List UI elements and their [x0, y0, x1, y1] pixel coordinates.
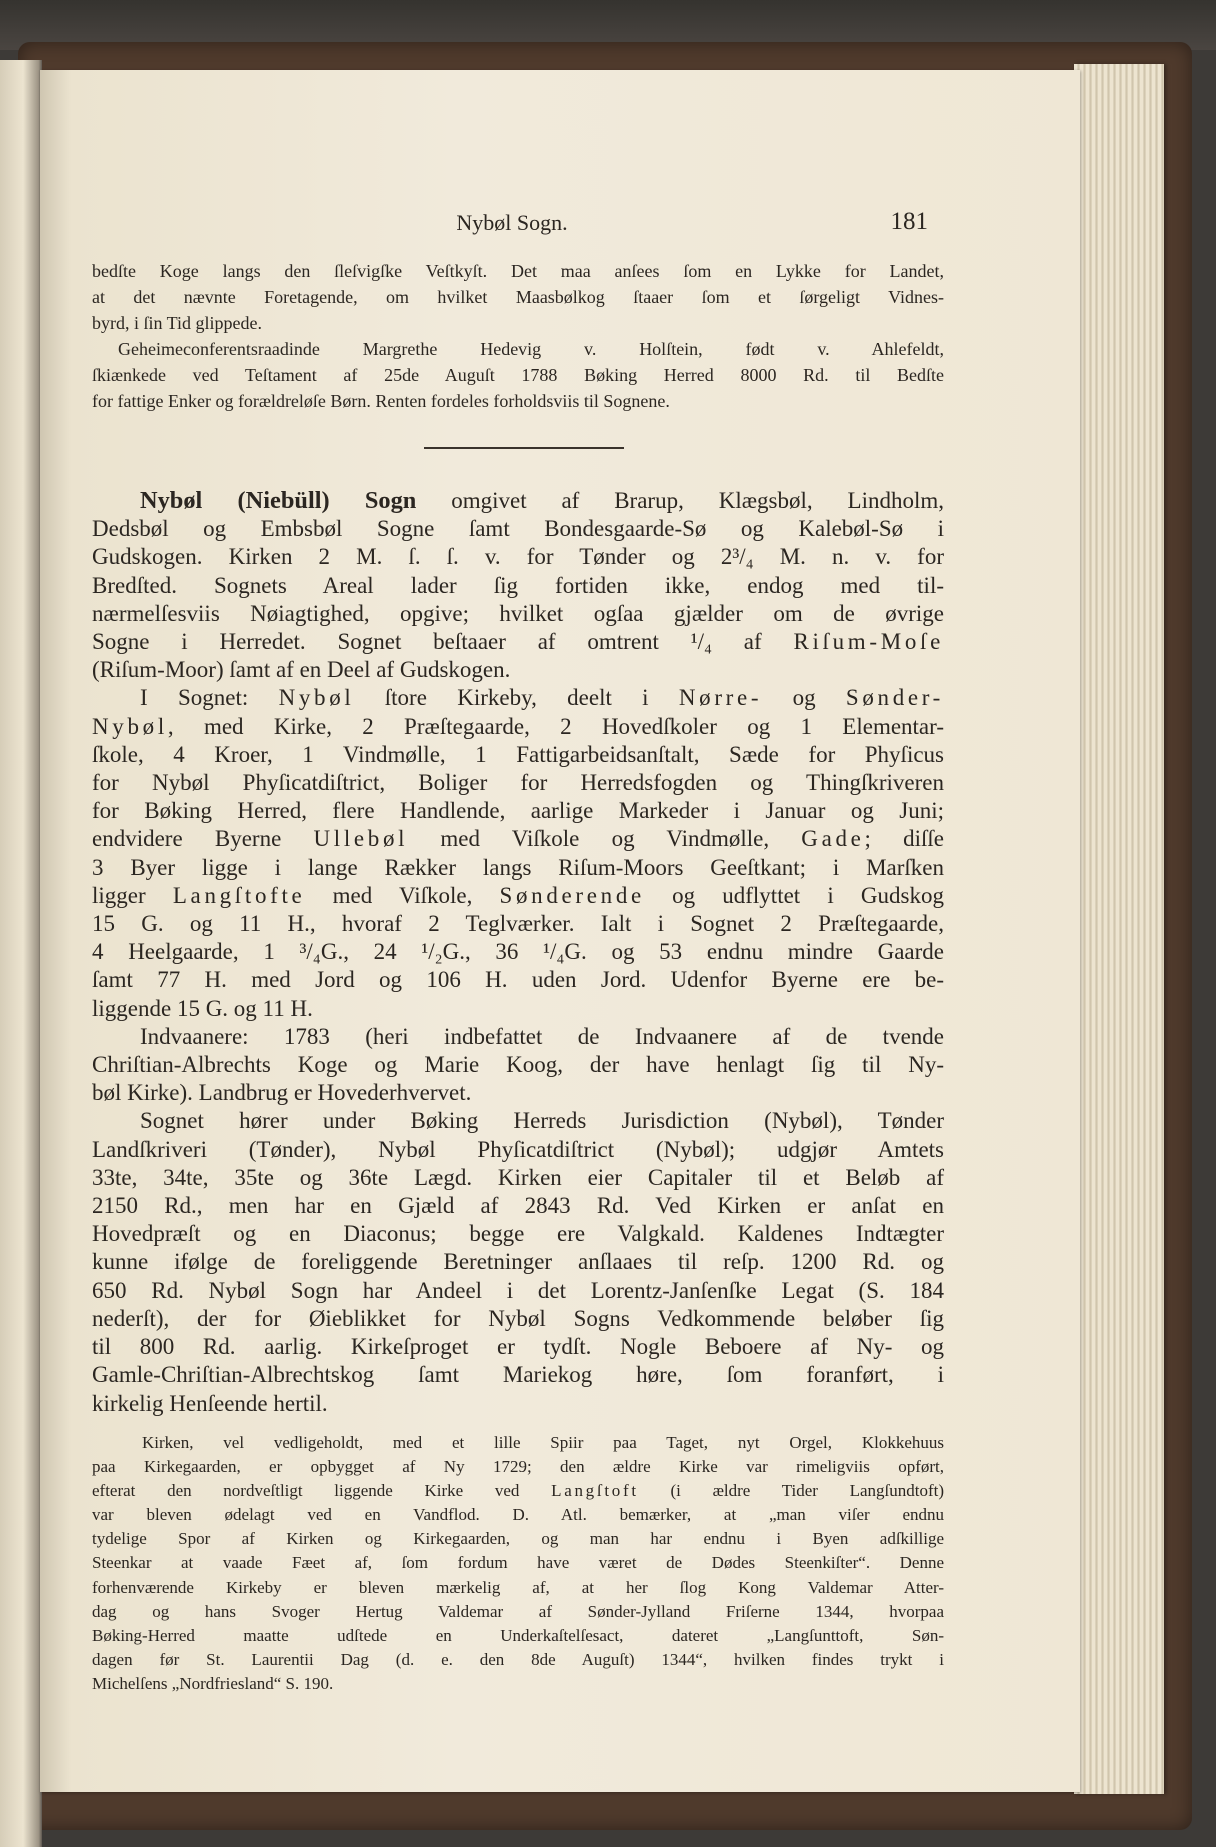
text-segment: bøl Kirke). Landbrug er Hovederhvervet. [92, 1080, 472, 1106]
text-line [92, 1431, 944, 1455]
text-segment: 4 Heelgaarde, 1 ³/₄G., 24 ¹/₂G., 36 ¹/₄G. og 53 endnu mindre Gaarde [92, 939, 944, 965]
page-number: 181 [890, 208, 928, 235]
main-text [92, 487, 944, 1418]
text-line [92, 284, 944, 310]
text-line [92, 1107, 944, 1135]
text-line [92, 769, 944, 797]
text-line [92, 1164, 944, 1192]
text-segment: Chriſtian-Albrechts Koge og Marie Koog, der have henlagt ſig til Ny- [92, 1052, 944, 1078]
text-segment: omgivet af Brarup, Klægsbøl, Lindholm, [416, 488, 944, 513]
text-segment: , med Kirke, 2 Præſtegaarde, 2 Hovedſkoler og 1 Elementar- [167, 713, 944, 739]
text-line [92, 1390, 944, 1418]
text-segment: Sogne i Herredet. Sognet beſtaaer af omtrent ¹/₄ af [92, 629, 794, 655]
text-line [92, 388, 944, 414]
spaced-text: Nybøl [92, 713, 168, 739]
text-line [92, 1277, 944, 1305]
text-line [92, 825, 944, 853]
text-segment: Steenkar at vaade Fæet af, ſom fordum have været de Dødes Steenkiſter“. Denne [92, 1553, 944, 1573]
text-segment: for Nybøl Phyſicatdiſtrict, Boliger for Herredsfogden og Thingſkriveren [92, 770, 944, 796]
text-segment: (i ældre Tider Langſundtoft) [638, 1481, 945, 1501]
text-segment: ; diſſe [864, 826, 944, 852]
footnote [92, 1431, 944, 1696]
text-segment: Gamle-Chriſtian-Albrechtskog ſamt Mariekog høre, ſom foranført, i [92, 1362, 944, 1388]
text-segment: Landſkriveri (Tønder), Nybøl Phyſicatdiſtrict (Nybøl); udgjør Amtets [92, 1136, 944, 1162]
text-line [92, 1023, 944, 1051]
text-line [92, 741, 944, 769]
text-line [92, 600, 944, 628]
text-line [92, 1333, 944, 1361]
text-segment: tydelige Spor af Kirken og Kirkegaarden, og man har endnu i Byen adſkillige [92, 1529, 944, 1549]
text-line [92, 1455, 944, 1479]
text-segment: Gudskogen. Kirken 2 M. ſ. ſ. v. for Tønder og 2³/₄ M. n. v. for [92, 544, 944, 570]
section-heading: Nybøl (Niebüll) Sogn [140, 487, 417, 514]
text-line [92, 1079, 944, 1107]
text-segment: ſkiænkede ved Teſtament af 25de Auguſt 1788 Bøking Herred 8000 Rd. til Bedſte [92, 365, 944, 385]
text-line [92, 684, 944, 712]
spaced-text: Ullebøl [313, 826, 409, 852]
text-segment: kunne ifølge de foreliggende Beretninger anſlaaes til reſp. 1200 Rd. og [92, 1249, 944, 1275]
text-segment: paa Kirkegaarden, er opbygget af Ny 1729; den ældre Kirke var rimeligviis opført, [92, 1457, 944, 1477]
text-line [92, 628, 944, 656]
text-line [92, 797, 944, 825]
text-segment: nederſt), der for Øieblikket for Nybøl Sogns Vedkommende beløber ſig [92, 1305, 944, 1331]
text-line [92, 572, 944, 600]
text-line [92, 1624, 944, 1648]
text-line [92, 1576, 944, 1600]
text-segment: Kirken, vel vedligeholdt, med et lille Spiir paa Taget, nyt Orgel, Klokkehuus [142, 1433, 944, 1452]
text-segment: endvidere Byerne [92, 826, 314, 852]
text-line [92, 310, 944, 336]
text-line [92, 1479, 944, 1503]
spaced-text: Langſtofte [172, 882, 306, 908]
section-divider [424, 447, 624, 449]
text-line [92, 1051, 944, 1079]
text-line [92, 362, 944, 388]
text-line [92, 910, 944, 938]
text-segment: kirkelig Henſeende hertil. [92, 1390, 328, 1416]
spaced-text: Gade [801, 826, 865, 852]
text-segment: 33te, 34te, 35te og 36te Lægd. Kirken eier Capitaler til et Beløb af [92, 1164, 944, 1190]
text-line [92, 1305, 944, 1333]
text-line [92, 1648, 944, 1672]
text-segment: ſtore Kirkeby, deelt i [354, 685, 679, 711]
text-segment: I Sognet: [140, 685, 279, 711]
text-line [92, 1527, 944, 1551]
text-segment: for Bøking Herred, flere Handlende, aarlige Markeder i Januar og Juni; [92, 798, 944, 824]
text-line [92, 1361, 944, 1389]
text-segment: med Viſkole, [305, 882, 500, 908]
text-segment: forhenværende Kirkeby er bleven mærkelig af, at her ſlog Kong Valdemar Atter- [92, 1577, 944, 1597]
text-segment: Indvaanere: 1783 (heri indbefattet de Indvaanere af de tvende [140, 1023, 944, 1049]
text-line [92, 966, 944, 994]
text-segment: efterat den nordveſtligt liggende Kirke ved [92, 1481, 552, 1501]
spaced-text: Sønder- [845, 685, 945, 711]
text-segment: for fattige Enker og forældreløſe Børn. Renten fordeles forholdsviis til Sognene. [92, 391, 670, 411]
text-line [92, 882, 944, 910]
text-line [92, 854, 944, 882]
text-segment: til 800 Rd. aarlig. Kirkeſproget er tydſt. Nogle Beboere af Ny- og [92, 1334, 944, 1360]
text-line [92, 1503, 944, 1527]
text-line [92, 1551, 944, 1575]
text-line [92, 1136, 944, 1164]
text-segment: Dedsbøl og Embsbøl Sogne ſamt Bondesgaarde-Sø og Kalebøl-Sø i [92, 516, 944, 542]
text-segment: var bleven ødelagt ved en Vandflod. D. Atl. bemærker, at „man viſer endnu [92, 1505, 944, 1525]
text-segment: nærmelſesviis Nøiagtighed, opgive; hvilket ogſaa gjælder om de øvrige [92, 600, 944, 626]
spaced-text: Riſum-Moſe [793, 629, 944, 655]
text-line [92, 1220, 944, 1248]
text-line [92, 995, 944, 1023]
spaced-text: Sønderende [499, 882, 645, 908]
spaced-text: Langſtoft [551, 1481, 639, 1501]
text-segment: 3 Byer ligge i lange Rækker langs Riſum-Moors Geeſtkant; i Marſken [92, 854, 944, 880]
text-segment: byrd, i ſin Tid glippede. [92, 313, 263, 333]
running-title: Nybøl Sogn. [456, 210, 568, 235]
text-line [92, 938, 944, 966]
text-segment: og [762, 685, 846, 711]
text-segment: liggende 15 G. og 11 H. [92, 995, 313, 1021]
text-segment: 650 Rd. Nybøl Sogn har Andeel i det Lorentz-Janſenſke Legat (S. 184 [92, 1277, 944, 1303]
text-segment: dagen før St. Laurentii Dag (d. e. den 8de Auguſt) 1344“, hvilken findes trykt i [92, 1649, 944, 1669]
text-segment: og udflyttet i Gudskog [644, 882, 944, 908]
text-segment: (Riſum-Moor) ſamt af en Deel af Gudskogen. [92, 657, 511, 683]
text-segment: 15 G. og 11 H., hvoraf 2 Teglværker. Ialt i Sognet 2 Præſtegaarde, [92, 911, 944, 937]
text-segment: Michelſens „Nordfriesland“ S. 190. [92, 1673, 334, 1693]
text-line [92, 1192, 944, 1220]
spaced-text: Nybøl [278, 685, 355, 711]
top-note [92, 258, 944, 414]
text-line [92, 1600, 944, 1624]
text-segment: 2150 Rd., men har en Gjæld af 2843 Rd. Ved Kirken er anſat en [92, 1193, 944, 1219]
text-line [92, 656, 944, 684]
text-segment: Geheimeconferentsraadinde Margrethe Hedevig v. Holſtein, født v. Ahlefeldt, [118, 339, 944, 359]
spaced-text: Nørre- [678, 685, 763, 711]
text-segment: bedſte Koge langs den ſleſvigſke Veſtkyſt. Det maa anſees ſom en Lykke for Landet, [92, 261, 944, 281]
text-line [92, 487, 944, 515]
text-segment: Bøking-Herred maatte udſtede en Underkaſtelſesact, dateret „Langſunttoft, Søn- [92, 1625, 944, 1645]
text-line [92, 713, 944, 741]
text-segment: Sognet hører under Bøking Herreds Jurisdiction (Nybøl), Tønder [140, 1108, 944, 1134]
text-segment: ſkole, 4 Kroer, 1 Vindmølle, 1 Fattigarbeidsanſtalt, Sæde for Phyſicus [92, 741, 944, 767]
text-line [92, 1672, 944, 1696]
text-segment: Hovedpræſt og en Diaconus; begge ere Valgkald. Kaldenes Indtægter [92, 1221, 944, 1247]
text-segment: Bredſted. Sognets Areal lader ſig fortiden ikke, endog med til- [92, 572, 944, 598]
text-line [92, 336, 944, 362]
text-line [92, 1248, 944, 1276]
text-line [92, 258, 944, 284]
text-segment: med Viſkole og Vindmølle, [408, 826, 802, 852]
text-line [92, 543, 944, 571]
text-segment: ſamt 77 H. med Jord og 106 H. uden Jord. Udenfor Byerne ere be- [92, 967, 944, 993]
previous-page-edge [0, 60, 42, 1847]
text-line [92, 515, 944, 543]
text-segment: at det nævnte Foretagende, om hvilket Maasbølkog ſtaaer ſom et ſørgeligt Vidnes- [92, 287, 944, 307]
page-edges [1074, 64, 1164, 1794]
text-segment: dag og hans Svoger Hertug Valdemar af Sønder-Jylland Friſerne 1344, hvorpaa [92, 1601, 944, 1621]
text-segment: ligger [92, 882, 173, 908]
